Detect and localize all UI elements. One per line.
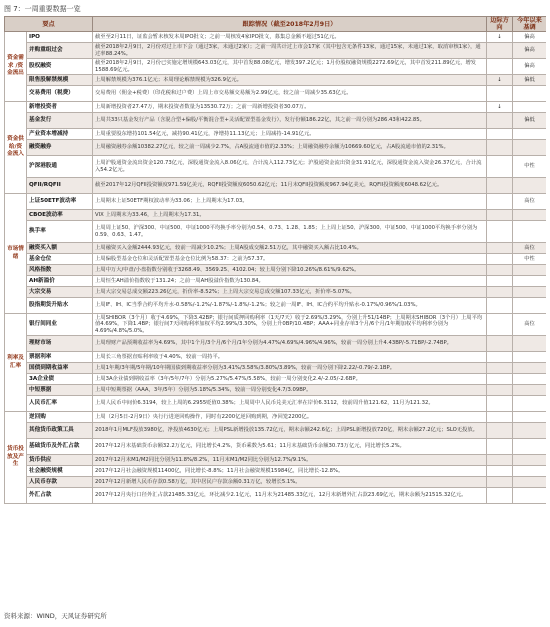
indicator-cell: 大宗交易 — [27, 287, 93, 298]
section-category: 货币投放及产生 — [5, 412, 27, 504]
tone-cell — [513, 102, 547, 113]
direction-cell — [487, 298, 513, 314]
table-row — [5, 194, 547, 210]
direction-cell — [487, 254, 513, 265]
tone-cell — [513, 287, 547, 298]
tone-cell — [513, 298, 547, 314]
indicator-cell: 货币供应 — [27, 455, 93, 466]
direction-cell — [487, 43, 513, 59]
status-cell: 2017年12月末M1/M2同比分别为11.8%/8.2%，11月末M1/M2同比分别为12.7%/9.1%。 — [93, 455, 487, 466]
section-category: 利率及汇率 — [5, 314, 27, 412]
tone-cell — [513, 412, 547, 423]
indicator-cell: 交易费用（税费） — [27, 86, 93, 102]
table-row — [5, 488, 547, 504]
direction-cell: ↓ — [487, 32, 513, 43]
table-row — [5, 221, 547, 243]
table-body — [5, 32, 547, 504]
table-row — [5, 86, 547, 102]
tone-cell: 中性 — [513, 156, 547, 178]
indicator-cell: 新增投资者 — [27, 102, 93, 113]
status-cell: 2018年1月MLF投放3980亿，净投放4630亿元；上周PSL新增投放135.72亿元，期末余额242.6亿；上周PSL新增投放720亿，期末余额27.2亿元；SLO无投放。 — [93, 423, 487, 439]
direction-cell — [487, 156, 513, 178]
status-cell: VIX 上周期末为33.46，上上周期末为17.31。 — [93, 210, 487, 221]
tone-cell: 偏低 — [513, 113, 547, 129]
tone-cell — [513, 129, 547, 140]
status-cell: 上周理财产品预期收益率为4.69%，其中1个月/3个月/6个月/1年分别为4.47%/4.69%/4.96%/4.96%，较前一周分别上升4.43BP/-5.71BP/-2.74BP。 — [93, 336, 487, 352]
direction-cell — [487, 466, 513, 477]
tone-cell — [513, 86, 547, 102]
table-row — [5, 32, 547, 43]
status-cell: 上周大宗交易总成交额223.26亿元，折价率-8.52%；上上周大宗交易总成交额107.33亿元，折价率-5.07%。 — [93, 287, 487, 298]
section-category: 资金供给/资金流入 — [5, 102, 27, 194]
tone-cell — [513, 385, 547, 396]
table-row — [5, 43, 547, 59]
status-cell: 上周沪股通资金流出资金120.73亿元，深股通资金流入8.06亿元，合计流入112.73亿元；沪股通资金流出资金31.91亿元，深股通资金流入资金26.37亿元，合计流入54.2亿元。 — [93, 156, 487, 178]
direction-cell — [487, 265, 513, 276]
tone-cell: 偏高 — [513, 32, 547, 43]
table-row — [5, 439, 547, 455]
status-cell: 上周3A企业债到期收益率（3年/5年/7年）分别为5.27%/5.47%/5.58%，较前一周分别变化2.4/-2.05/-2.6BP。 — [93, 374, 487, 385]
status-cell: 交易费用（佣金+税费）（印花税和过户费）上周上市交易额交易额为2.99亿元，较之前一周减少35.63亿元。 — [93, 86, 487, 102]
indicator-cell: AH新溢价 — [27, 276, 93, 287]
table-header-row — [5, 17, 547, 32]
indicator-cell: 股权融资 — [27, 59, 93, 75]
direction-cell — [487, 385, 513, 396]
table-row — [5, 314, 547, 336]
indicator-cell: 沪深港股通 — [27, 156, 93, 178]
indicator-cell: 上证50ETF波动率 — [27, 194, 93, 210]
direction-cell — [487, 221, 513, 243]
table-row — [5, 59, 547, 75]
table-row — [5, 265, 547, 276]
tone-cell — [513, 488, 547, 504]
direction-cell — [487, 113, 513, 129]
direction-cell — [487, 374, 513, 385]
section-category: 资金需求 /资金流出 — [5, 32, 27, 102]
indicator-cell: 银行间同业 — [27, 314, 93, 336]
tone-cell: 偏低 — [513, 75, 547, 86]
tone-cell — [513, 178, 547, 194]
tone-cell — [513, 423, 547, 439]
status-cell: 上周周上证50、沪深300、中证500、中证1000平均换手率分别为0.54、0.73、1.28、1.85；上上周上证50、沪深300、中证500、中证1000平均换手率分别为0.59、0.63、1.47。 — [93, 221, 487, 243]
table-row — [5, 385, 547, 396]
status-cell: 上周融资买入金额2444.93亿元，较前一周减少10.2%；上周A股成交额2.51万亿，其中融资买入额占比10.4%。 — [93, 243, 487, 254]
status-cell: 上周重要股东增持101.54亿元，减持90.41亿元，净增持11.13亿元；上周减持-14.91亿元。 — [93, 129, 487, 140]
indicator-cell: 人民币汇率 — [27, 396, 93, 412]
status-cell: 截至2018年2月9日，2月份已实施定增规模643.03亿元，其中首发88.08亿元，增发397.2亿元；1月份股权融资规模2272.69亿元，其中首发211.89亿元，增发1588.69亿元。 — [93, 59, 487, 75]
tone-cell — [513, 396, 547, 412]
direction-cell — [487, 439, 513, 455]
table-row — [5, 455, 547, 466]
status-cell: 上周融资融券余额10382.27亿元，较之前一周减少2.7%，占A股流通市值的2.33%；上周融资融券余额为10669.60亿元，占A股流通市值的2.31%。 — [93, 140, 487, 156]
section-category: 市场情绪 — [5, 194, 27, 314]
header-tone: 今年以来基调 — [513, 17, 547, 32]
status-cell: 上周人民币中间价6.3194，较上上周的6.2955贬值0.38%；上周周中人民币兑美元汇率在岸价6.3112，较前周升值121.62，11月为121.32。 — [93, 396, 487, 412]
status-cell: 上周（2月5日-2月9日）央行行进逆回购操作，同时有2200亿逆回购到期，净回笼2200亿。 — [93, 412, 487, 423]
table-row — [5, 276, 547, 287]
table-row — [5, 412, 547, 423]
table-row — [5, 396, 547, 412]
status-cell: 截至至2月11日，证监会暂未核发本周IPO批文；之前一周核发4家IPO批文，募集总金额不超过51亿元。 — [93, 32, 487, 43]
indicator-cell: 换手率 — [27, 221, 93, 243]
direction-cell — [487, 210, 513, 221]
indicator-cell: 融资融券 — [27, 140, 93, 156]
header-status: 跟踪情况（截至2018年2月9日） — [93, 17, 487, 32]
tone-cell: 偏高 — [513, 43, 547, 59]
tone-cell — [513, 221, 547, 243]
status-cell: 上周中万大/中盘/小盘指数分别收于3268.49、3569.25、4102.04；较上周分别下降10.26%/8.61%/9.62%。 — [93, 265, 487, 276]
status-cell: 上周中短期票据（AAA，3年/5年）分别为5.18%/5.34%，较前一周分别变化4.7/3.09BP。 — [93, 385, 487, 396]
indicator-cell: 并购重组过会 — [27, 43, 93, 59]
direction-cell: ↓ — [487, 102, 513, 113]
tone-cell: 高位 — [513, 243, 547, 254]
tone-cell — [513, 466, 547, 477]
tone-cell — [513, 140, 547, 156]
indicator-cell: IPO — [27, 32, 93, 43]
indicator-cell: 外汇占款 — [27, 488, 93, 504]
table-row — [5, 113, 547, 129]
tone-cell — [513, 352, 547, 363]
table-row — [5, 75, 547, 86]
weekly-data-table — [4, 16, 546, 504]
table-row — [5, 352, 547, 363]
tone-cell — [513, 455, 547, 466]
figure-title: 图 7：一周重要数据一览 — [4, 5, 81, 13]
status-cell: 上周长三角票据直贴利率收于4.40%，较前一周持平。 — [93, 352, 487, 363]
table-row — [5, 210, 547, 221]
data-table-container — [4, 16, 546, 608]
indicator-cell: 基础货币及外汇占款 — [27, 439, 93, 455]
tone-cell — [513, 363, 547, 374]
direction-cell — [487, 455, 513, 466]
tone-cell — [513, 265, 547, 276]
indicator-cell: 人民币存款 — [27, 477, 93, 488]
table-row — [5, 298, 547, 314]
indicator-cell: 限售股解禁规模 — [27, 75, 93, 86]
indicator-cell: 产业资本增减持 — [27, 129, 93, 140]
direction-cell — [487, 423, 513, 439]
direction-cell — [487, 396, 513, 412]
indicator-cell: 中短票据 — [27, 385, 93, 396]
status-cell: 上周解禁规模为376.1亿元；本周理论解禁规模为326.9亿元。 — [93, 75, 487, 86]
indicator-cell: 股指期货升贴水 — [27, 298, 93, 314]
direction-cell — [487, 243, 513, 254]
tone-cell: 高位 — [513, 314, 547, 336]
indicator-cell: CBOE波动率 — [27, 210, 93, 221]
direction-cell — [487, 352, 513, 363]
table-row — [5, 466, 547, 477]
indicator-cell: 国债到期收益率 — [27, 363, 93, 374]
direction-cell — [487, 194, 513, 210]
tone-cell — [513, 336, 547, 352]
status-cell: 上周偏股型基金仓位和灵活配置型基金仓位比例为58.37：之前为57.37。 — [93, 254, 487, 265]
direction-cell — [487, 86, 513, 102]
status-cell: 上周SHIBOR（3个月）收于4.69%，下降3.42BP；银行间质押回购利率（1天/7天）收于2.69%/3.29%，分别上升51/14BP；上周期末SHIBOR（3个月）上周平均值4.69%，下降1.4BP；银行间7天回购利率加权平均2.99%/3.30%，分别上升0BP/10.4BP；AAA+同业存单3个月/6个月/1年期加权平均利率分别为4.69%/4.8%/5.0%。 — [93, 314, 487, 336]
direction-cell — [487, 59, 513, 75]
table-row — [5, 254, 547, 265]
direction-cell — [487, 314, 513, 336]
direction-cell — [487, 412, 513, 423]
table-row — [5, 374, 547, 385]
direction-cell — [487, 178, 513, 194]
tone-cell: 中性 — [513, 254, 547, 265]
status-cell: 2017年12月新增人民币存款0.58万亿，其中居民户存款余额0.31万亿，较增长5.1%。 — [93, 477, 487, 488]
table-row — [5, 156, 547, 178]
direction-cell — [487, 336, 513, 352]
direction-cell: ↓ — [487, 75, 513, 86]
table-row — [5, 129, 547, 140]
tone-cell — [513, 477, 547, 488]
indicator-cell: 其他货币政策工具 — [27, 423, 93, 439]
tone-cell — [513, 439, 547, 455]
status-cell: 2017年12月末基础货币余额32.2万亿元，同比增长4.2%，货币乘数为5.61；11月末基础货币余额30.73万亿元，同比增长5.2%。 — [93, 439, 487, 455]
source-note: 资料来源：WIND，天风证券研究所 — [4, 612, 107, 620]
status-cell: 上周共33只基金发行产品（含混合型+偏股/平衡混合型+灵活配置型基金发行），发行份额186.22亿，其之前一周分别为286.43和422.85。 — [93, 113, 487, 129]
indicator-cell: 基金仓位 — [27, 254, 93, 265]
indicator-cell: 基金发行 — [27, 113, 93, 129]
table-row — [5, 243, 547, 254]
tone-cell — [513, 210, 547, 221]
header-category: 要点 — [5, 17, 93, 32]
status-cell: 上周恒生AH溢价指数收于131.24；之前一周AH股溢价指数为130.84。 — [93, 276, 487, 287]
direction-cell — [487, 140, 513, 156]
direction-cell — [487, 129, 513, 140]
status-cell: 2017年12月央行口径外汇占款21485.33亿元，环比减少2.1亿元，11月末为21485.33亿元，12月末新增外汇占款23.69亿元，期末余额为21515.32亿元。 — [93, 488, 487, 504]
table-row — [5, 102, 547, 113]
direction-cell — [487, 488, 513, 504]
table-row — [5, 336, 547, 352]
status-cell: 截至2018年2月9日，2月份对过上市下会（通过3家，未通过2家）；之前一周共计过上市会17家（其中包含无条件13家，通过15家，未通过1家，取消审核1家），通过率88.24%。 — [93, 43, 487, 59]
indicator-cell: 3A企业债 — [27, 374, 93, 385]
status-cell: 上周1年期/3年期/5年期/10年期国债到期收益率分别为3.41%/3.58%/3.80%/3.89%，较前一周分别下降2.22/-0.79/-2.1BP。 — [93, 363, 487, 374]
table-row — [5, 287, 547, 298]
tone-cell — [513, 276, 547, 287]
status-cell: 上周新增投资者27.47万，期末投资者数量为13530.72万；之前一周新增投资者30.07万。 — [93, 102, 487, 113]
status-cell: 上周IF、IH、IC当季合约平均升水-0.58%/-1.2%/-1.87%/-1.8%/-1.2%；较之前一周IF、IH、IC合约平均升贴水-0.17%/0.96%/1.03%。 — [93, 298, 487, 314]
table-row — [5, 423, 547, 439]
indicator-cell: 票据利率 — [27, 352, 93, 363]
table-row — [5, 477, 547, 488]
tone-cell: 高位 — [513, 194, 547, 210]
indicator-cell: 逆回购 — [27, 412, 93, 423]
tone-cell: 偏高 — [513, 59, 547, 75]
table-row — [5, 363, 547, 374]
status-cell: 上周期末上证50ETF期权波动率为33.06；上上周期末为17.03。 — [93, 194, 487, 210]
table-row — [5, 140, 547, 156]
table-row — [5, 178, 547, 194]
indicator-cell: QFII/RQFII — [27, 178, 93, 194]
status-cell: 截至2017年12月QFII投资额度971.59亿美元，RQFII投资额度6050.62亿元；11月末QFII投资额度967.94亿美元，RQFII投资额度6048.62亿元。 — [93, 178, 487, 194]
direction-cell — [487, 276, 513, 287]
status-cell: 2017年12月社会融资规模11400亿，同比增长-8.8%；11月社会融资规模15984亿，同比增长-12.8%。 — [93, 466, 487, 477]
indicator-cell: 社会融资规模 — [27, 466, 93, 477]
tone-cell — [513, 374, 547, 385]
indicator-cell: 理财市场 — [27, 336, 93, 352]
header-direction: 边际方向 — [487, 17, 513, 32]
direction-cell — [487, 477, 513, 488]
direction-cell — [487, 363, 513, 374]
indicator-cell: 融资买入额 — [27, 243, 93, 254]
indicator-cell: 风格指数 — [27, 265, 93, 276]
direction-cell — [487, 287, 513, 298]
